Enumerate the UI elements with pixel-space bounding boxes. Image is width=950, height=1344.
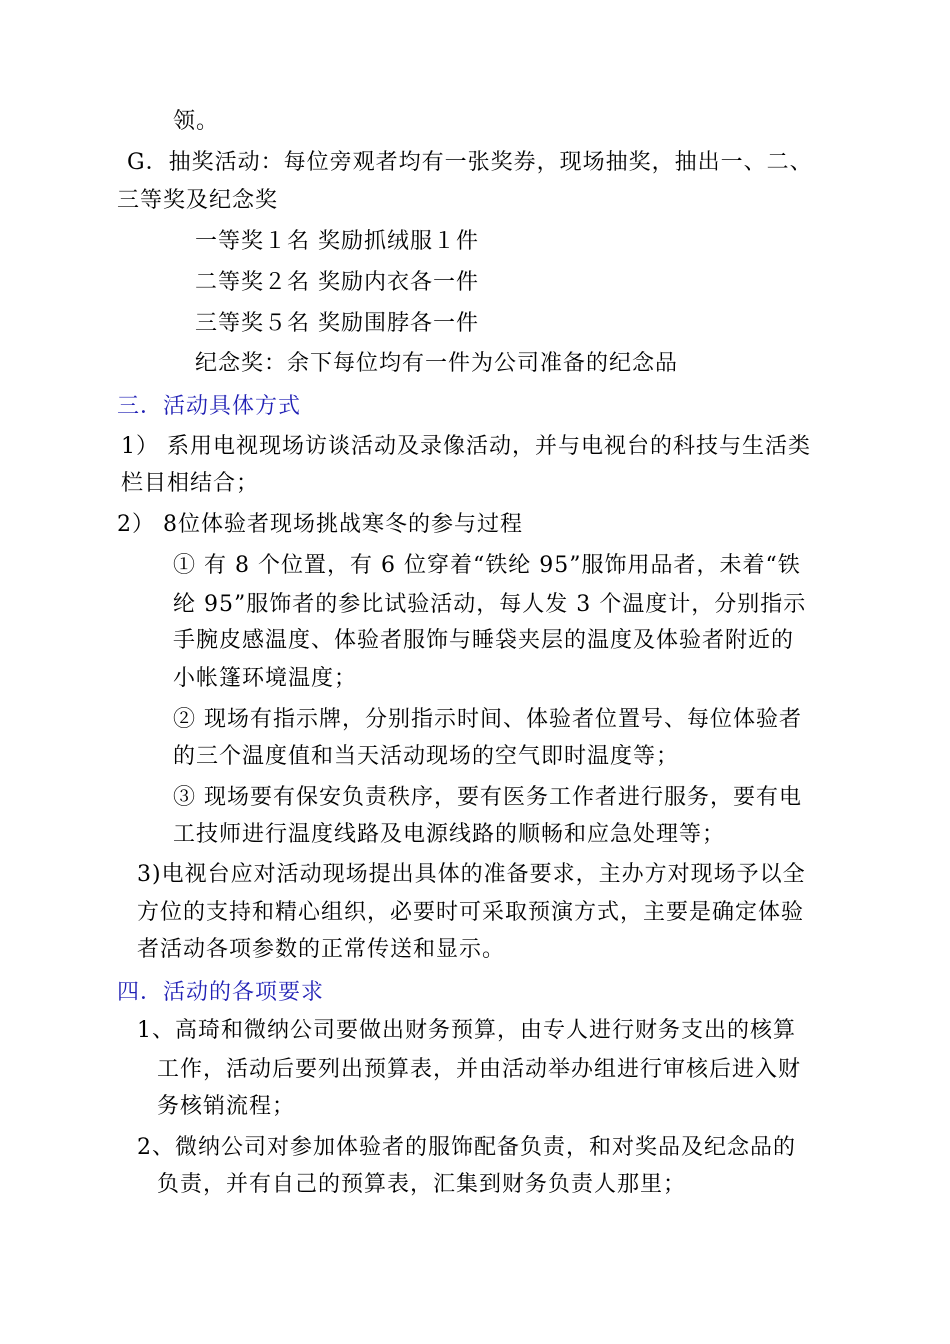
list-item-line: 方位的支持和精心组织，必要时可采取预演方式，主要是确定体验 bbox=[137, 900, 805, 925]
prize-line: 纪念奖：余下每位均有一件为公司准备的纪念品 bbox=[195, 351, 679, 376]
sub-item-line: ② 现场有指示牌，分别指示时间、体验者位置号、每位体验者 bbox=[173, 707, 802, 732]
sub-item-line: ③ 现场要有保安负责秩序，要有医务工作者进行服务，要有电 bbox=[173, 785, 802, 810]
lottery-paragraph-line: 三等奖及纪念奖 bbox=[117, 188, 279, 213]
lottery-paragraph-line: G．抽奖活动：每位旁观者均有一张奖券，现场抽奖，抽出一、二、 bbox=[127, 150, 813, 175]
continuation-text: 领。 bbox=[173, 109, 220, 134]
sub-item-line: ① 有 8 个位置，有 6 位穿着“铁纶 95”服饰用品者，未着“铁 bbox=[173, 553, 801, 578]
sub-item-line: 手腕皮感温度、体验者服饰与睡袋夹层的温度及体验者附近的 bbox=[173, 628, 795, 653]
list-item-line: 2、微纳公司对参加体验者的服饰配备负责，和对奖品及纪念品的 bbox=[137, 1135, 796, 1160]
list-item-line: 2） 8位体验者现场挑战寒冬的参与过程 bbox=[117, 512, 523, 537]
list-item-line: 负责，并有自己的预算表，汇集到财务负责人那里； bbox=[157, 1172, 687, 1197]
sub-item-line: 纶 95”服饰者的参比试验活动，每人发 3 个温度计，分别指示 bbox=[173, 592, 807, 617]
list-item-line: 者活动各项参数的正常传送和显示。 bbox=[137, 937, 506, 962]
prize-line: 三等奖５名 奖励围脖各一件 bbox=[195, 311, 479, 336]
sub-item-line: 工技师进行温度线路及电源线路的顺畅和应急处理等； bbox=[173, 822, 726, 847]
sub-item-line: 小帐篷环境温度； bbox=[173, 666, 358, 691]
list-item-line: 1） 系用电视现场访谈活动及录像活动，并与电视台的科技与生活类 bbox=[121, 434, 811, 459]
list-item-line: 务核销流程； bbox=[157, 1094, 296, 1119]
list-item-line: 1、高琦和微纳公司要做出财务预算，由专人进行财务支出的核算 bbox=[137, 1018, 796, 1043]
list-item-line: 3)电视台应对活动现场提出具体的准备要求，主办方对现场予以全 bbox=[137, 862, 806, 887]
section-heading: 四．活动的各项要求 bbox=[117, 980, 325, 1005]
prize-line: 二等奖２名 奖励内衣各一件 bbox=[195, 270, 479, 295]
prize-line: 一等奖１名 奖励抓绒服１件 bbox=[195, 229, 479, 254]
sub-item-line: 的三个温度值和当天活动现场的空气即时温度等； bbox=[173, 744, 680, 769]
list-item-line: 栏目相结合； bbox=[121, 471, 260, 496]
section-heading: 三．活动具体方式 bbox=[117, 394, 302, 419]
list-item-line: 工作，活动后要列出预算表，并由活动举办组进行审核后进入财 bbox=[157, 1057, 802, 1082]
